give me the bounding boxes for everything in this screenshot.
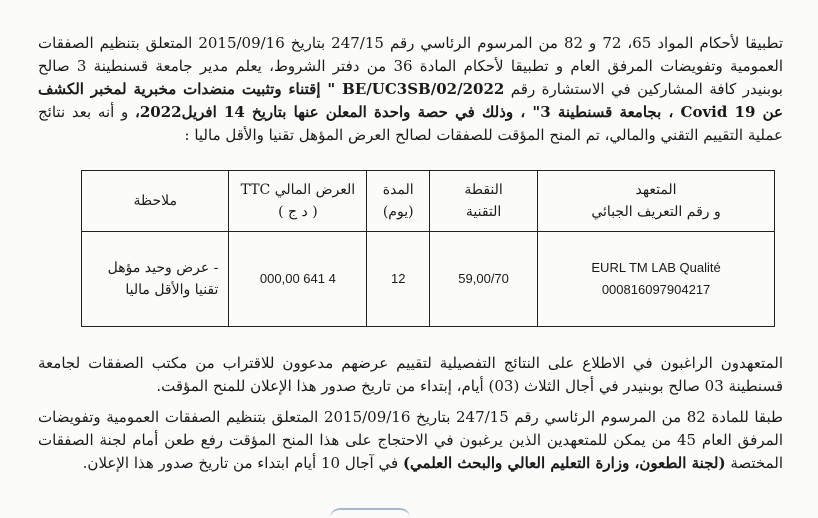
note-line1: - عرض وحيد مؤهل (107, 260, 219, 276)
stamp-fragment (330, 508, 410, 518)
duration-days: 12 (390, 271, 406, 286)
header-price (229, 171, 367, 232)
award-table (81, 170, 775, 327)
intro-text: تطبيقا لأحكام المواد 65، 72 و 82 من المرسوم الرئاسي رقم 247/15 بتاريخ 2015/09/16 المتعلق بتنظيم الصفقات العمومية وتفويضات المرفق العام و تطبيقا لأحكام المادة 36 من دفتر الشروط، يعلم مدير جامعة قسنطينة 3 صالح بوبنيدر كافة المشاركين في الاستشارة رقم (38, 34, 784, 98)
award-intro-paragraph (38, 32, 783, 172)
cell-price (229, 232, 367, 327)
cell-score (430, 232, 538, 327)
note-line2: تقنيا والأقل ماليا (125, 282, 219, 298)
consultation-reference: 2022/BE/UC3SB/02 " إقتناء وتثبيت منضدات مخبرية لمخبر الكشف عن Covid 19 ، بجامعة قسنطينة 3" ، وذلك في حصة واحدة المعلن عنها بتاريخ 14 افريل2022، (38, 80, 784, 121)
header-note (82, 171, 229, 232)
appeal-committee: (لجنة الطعون، وزارة التعليم العالي والبحث العلمي) (402, 454, 726, 472)
financial-offer: 4 641 000,00 (259, 271, 336, 286)
header-duration-line2: (يوم) (382, 204, 414, 220)
header-bidder-line1: المتعهد (635, 182, 677, 198)
header-score-line2: التقنية (465, 204, 502, 220)
bidder-tax-id: 000816097904217 (601, 282, 711, 297)
table-header-row (82, 171, 775, 232)
cell-duration (367, 232, 430, 327)
table-row (82, 232, 775, 327)
results-consultation-paragraph: المتعهدون الراغبون في الاطلاع على النتائج التفصيلية لتقييم عرضهم مدعوون للاقتراب من مكتب الصفقات لجامعة قسنطينة 03 صالح بوبنيدر في أجال الثلاث (03) أيام، إبتداء من تاريخ صدور هذا الإعلان للمنح المؤقت. (38, 354, 783, 395)
technical-score: 59,00/70 (458, 271, 509, 286)
header-price-line2: ( د ج ) (278, 204, 318, 220)
bidder-name: EURL TM LAB Qualité (591, 260, 721, 275)
header-duration (367, 171, 430, 232)
header-bidder (538, 171, 775, 232)
appeal-text-continued: في آجال 10 أيام ابتداء من تاريخ صدور هذا الإعلان. (82, 454, 403, 472)
intro-text-continued: و أنه بعد نتائج عملية التقييم التقني والمالي، تم المنح المؤقت للصفقات لصالح العرض المؤهل تقنيا والأقل ماليا : (38, 103, 783, 144)
header-bidder-line2: و رقم التعريف الجبائي (591, 204, 721, 220)
appeal-paragraph (38, 406, 783, 475)
header-note-label: ملاحظة (133, 193, 177, 209)
cell-bidder (538, 232, 775, 327)
cell-note (82, 232, 229, 327)
appeal-text: طبقا للمادة 82 من المرسوم الرئاسي رقم 247/15 بتاريخ 2015/09/16 المتعلق بتنظيم الصفقات العمومية وتفويضات المرفق العام 45 من يمكن للمتعهدين الذين يرغبون في الاحتجاج على هذا المنح المؤقت رفع طعن أمام لجنة الصفقات المختصة (38, 408, 784, 472)
header-duration-line1: المدة (382, 182, 414, 198)
header-score (430, 171, 538, 232)
header-score-line1: النقطة (464, 182, 503, 198)
header-price-line1: العرض المالي TTC (240, 182, 356, 198)
